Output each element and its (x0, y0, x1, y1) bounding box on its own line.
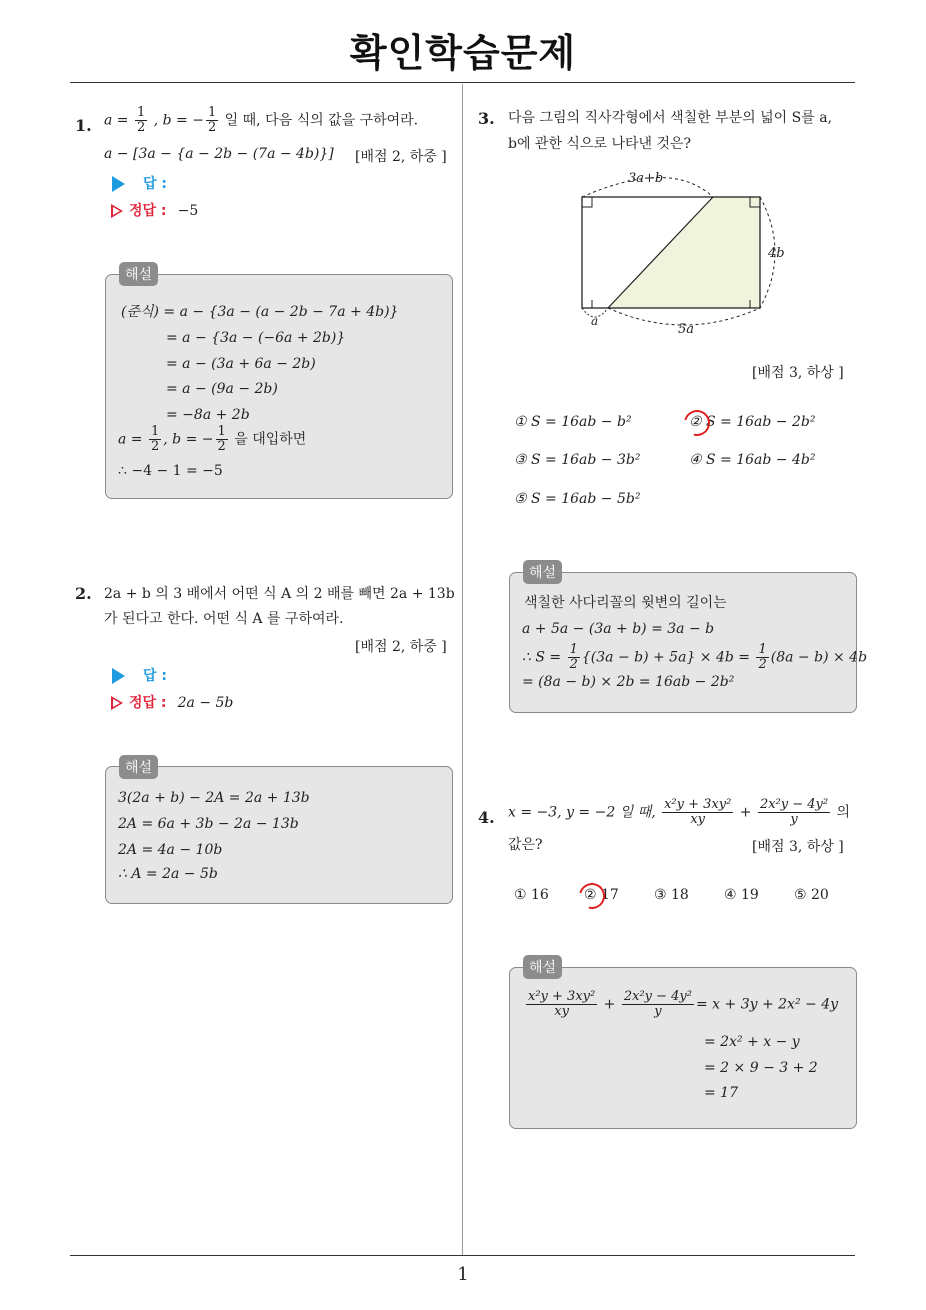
q1-sol-frac-a (149, 425, 161, 454)
q3-explanation-tag: 해설 (523, 560, 562, 584)
answer-arrow-icon (112, 668, 125, 684)
q2-answer-row (112, 665, 167, 685)
q4-frac-2 (758, 798, 830, 827)
q4-frac-1 (662, 798, 733, 827)
q1-sol-line: = a − {3a − (−6a + 2b)} (166, 330, 346, 346)
q4-sol-first (524, 990, 838, 1019)
q1-sol-line: = a − (9a − 2b) (166, 381, 278, 397)
q2-explanation-tag: 해설 (119, 755, 158, 779)
q3-meta: [배점 3, 하상 ] (752, 365, 844, 381)
q1-sol-substitute (118, 425, 306, 454)
q1-explanation-tag: 해설 (119, 262, 158, 286)
q3-sol-frac (756, 643, 768, 672)
q1-sol-line: = −8a + 2b (166, 407, 250, 423)
q4-sol-frac1-den: xy (554, 1004, 569, 1019)
q4-sol-frac2-den: y (654, 1004, 662, 1019)
column-divider (462, 84, 463, 1256)
q1-text-b: , b = − (149, 112, 204, 129)
q4-sol-line: = 2x² + x − y (704, 1034, 800, 1050)
q1-frac-b (206, 106, 218, 135)
q3-sol-frac-num: 1 (758, 642, 767, 657)
q4-explanation-tag: 해설 (523, 955, 562, 979)
q3-option-4[interactable]: ④ S = 16ab − 4b² (689, 452, 816, 468)
q4-option-3[interactable]: ③ 18 (654, 887, 689, 903)
q4-frac1-den: xy (690, 812, 706, 827)
q2-sol-line: 2A = 4a − 10b (118, 842, 223, 858)
q1-sol-sub-b: , b = − (163, 431, 214, 448)
top-rule (70, 82, 855, 83)
q4-frac2-den: y (790, 812, 798, 827)
q3-sol-line: = (8a − b) × 2b = 16ab − 2b² (522, 674, 735, 690)
q3-label-bottom: 5a (678, 322, 695, 337)
q4-solution-box (509, 967, 857, 1129)
q1-sol-sub-a: a = (118, 431, 147, 448)
q2-correct-label: 정답 : (129, 695, 167, 711)
q3-sol-frac-den: 2 (758, 657, 767, 672)
q2-solution-box (105, 766, 453, 904)
q3-sol-3c: (8a − b) × 4b (770, 649, 868, 666)
q2-sol-line: 3(2a + b) − 2A = 2a + 13b (118, 790, 310, 806)
q3-rectangle-figure (570, 160, 800, 345)
q1-sol-frac-b-num: 1 (217, 424, 226, 439)
q1-frac-a (135, 106, 147, 135)
q3-option-3[interactable]: ③ S = 16ab − 3b² (514, 452, 641, 468)
q4-text-b: 의 (832, 804, 851, 821)
q1-frac-b-num: 1 (207, 105, 217, 120)
q4-sol-frac2-num: 2x²y − 4y² (623, 989, 692, 1004)
q2-correct-value: 2a − 5b (177, 695, 234, 711)
q2-answer-label: 답 : (143, 668, 167, 684)
q1-frac-b-den: 2 (207, 120, 217, 135)
q3-line1: 다음 그림의 직사각형에서 색칠한 부분의 넓이 S를 a, (508, 110, 833, 126)
q3-line2: b에 관한 식으로 나타낸 것은? (508, 136, 692, 152)
q1-frac-a-num: 1 (136, 105, 146, 120)
q1-line2: a − [3a − {a − 2b − (7a − 4b)}] (104, 146, 334, 162)
q4-text-a: x = −3, y = −2 일 때, (508, 804, 661, 821)
q4-option-4[interactable]: ④ 19 (724, 887, 759, 903)
bottom-rule (70, 1255, 855, 1256)
q4-sol-frac1-num: x²y + 3xy² (528, 989, 596, 1004)
q1-line1 (104, 106, 418, 135)
q3-option-2[interactable]: ② S = 16ab − 2b² (689, 414, 816, 430)
q2-number: 2. (75, 584, 92, 603)
q3-solution-box (509, 572, 868, 713)
q4-meta: [배점 3, 하상 ] (752, 839, 844, 855)
q4-number: 4. (478, 808, 495, 827)
q1-meta: [배점 2, 하중 ] (355, 149, 447, 165)
q4-option-1[interactable]: ① 16 (514, 887, 549, 903)
q4-frac2-num: 2x²y − 4y² (759, 797, 829, 812)
q1-number: 1. (75, 116, 92, 135)
q1-correct-row (111, 200, 198, 220)
q4-sol-line: = 17 (704, 1085, 738, 1101)
q2-line1: 2a + b 의 3 배에서 어떤 식 A 의 2 배를 빼면 2a + 13b (104, 586, 455, 602)
correct-arrow-icon (111, 204, 123, 218)
q3-label-right: 4b (768, 246, 785, 261)
q2-sol-line: 2A = 6a + 3b − 2a − 13b (118, 816, 299, 832)
q1-correct-value: −5 (177, 203, 199, 219)
q4-option-5[interactable]: ⑤ 20 (794, 887, 829, 903)
q1-solution-box (105, 274, 453, 499)
q2-sol-line: ∴ A = 2a − 5b (118, 866, 218, 882)
page-title: 확인학습문제 (349, 31, 577, 75)
q2-line2: 가 된다고 한다. 어떤 식 A 를 구하여라. (104, 611, 344, 627)
q4-sol-frac1 (526, 990, 597, 1019)
q1-text-a: a = (104, 112, 133, 129)
q1-sol-frac-a-num: 1 (150, 424, 160, 439)
q1-sol-line: = a − (3a + 6a − 2b) (166, 356, 316, 372)
q3-label-top: 3a+b (628, 171, 664, 186)
q4-option-2[interactable]: ② 17 (584, 887, 619, 903)
q3-sol-3a: ∴ S = (522, 649, 566, 666)
q4-selected-mark (574, 878, 610, 914)
q4-frac1-num: x²y + 3xy² (664, 797, 732, 812)
q1-correct-label: 정답 : (129, 203, 167, 219)
q3-option-1[interactable]: ① S = 16ab − b² (514, 414, 632, 430)
q3-sol-frac-num: 1 (569, 642, 578, 657)
right-angle-mark (582, 197, 592, 207)
q3-number: 3. (478, 109, 495, 128)
q3-shaded-trapezoid (608, 197, 760, 308)
q4-sol-plus: + (599, 996, 620, 1013)
q1-sol-sub-c: 을 대입하면 (229, 431, 307, 448)
q1-sol-line: (준식) = a − {3a − (a − 2b − 7a + 4b)} (121, 304, 399, 320)
q3-option-5[interactable]: ⑤ S = 16ab − 5b² (514, 491, 641, 507)
q1-answer-label: 답 : (143, 176, 167, 192)
q2-meta: [배점 2, 하중 ] (355, 639, 447, 655)
q3-label-bottom-left: a (591, 314, 599, 328)
q3-selected-mark (679, 405, 715, 441)
q4-sol-first-text: = x + 3y + 2x² − 4y (696, 996, 839, 1013)
q3-sol-line3 (522, 643, 867, 672)
q3-sol-3b: {(3a − b) + 5a} × 4b = (581, 649, 755, 666)
q4-sol-frac2 (622, 990, 694, 1019)
q3-sol-frac (568, 643, 580, 672)
q2-correct-row (111, 692, 233, 712)
q4-line2: 값은? (508, 837, 543, 853)
q1-sol-frac-a-den: 2 (150, 439, 160, 454)
q4-plus: + (735, 804, 756, 821)
q1-sol-frac-b-den: 2 (217, 439, 226, 454)
q1-answer-row (112, 173, 167, 193)
q3-sol-frac-den: 2 (569, 657, 578, 672)
q4-line1 (508, 798, 850, 827)
page-number: 1 (457, 1264, 469, 1285)
q1-text-c: 일 때, 다음 식의 값을 구하여라. (220, 112, 419, 129)
correct-arrow-icon (111, 696, 123, 710)
answer-arrow-icon (112, 176, 125, 192)
q1-sol-frac-b (216, 425, 228, 454)
q3-sol-line: a + 5a − (3a + b) = 3a − b (522, 621, 715, 637)
q1-sol-last: ∴ −4 − 1 = −5 (118, 463, 223, 479)
q4-sol-line: = 2 × 9 − 3 + 2 (704, 1060, 818, 1076)
q3-sol-line: 색칠한 사다리꼴의 윗변의 길이는 (524, 595, 727, 611)
q1-frac-a-den: 2 (136, 120, 146, 135)
